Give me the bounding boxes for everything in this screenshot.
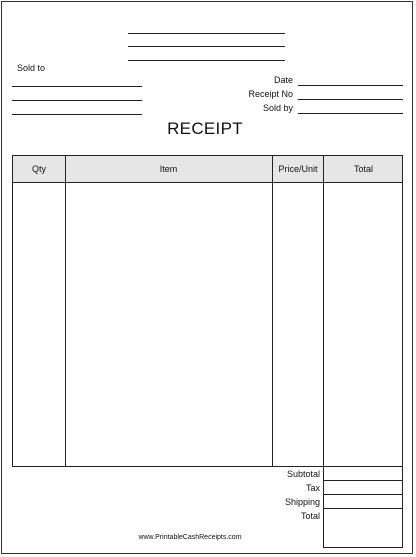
receipt-title: RECEIPT — [167, 119, 243, 138]
column-header-qty: Qty — [31, 164, 46, 174]
tax-label: Tax — [305, 483, 320, 493]
sold-to-line-3[interactable] — [12, 114, 142, 115]
company-line-3[interactable] — [128, 60, 285, 61]
column-divider-3 — [323, 156, 324, 466]
table-header — [13, 156, 402, 183]
column-divider-2 — [272, 156, 273, 466]
tax-value-cell[interactable] — [324, 481, 402, 494]
total-value-cell[interactable] — [324, 509, 402, 547]
column-divider-1 — [65, 156, 66, 466]
column-header-price-unit: Price/Unit — [278, 164, 318, 174]
sold-by-field-line[interactable] — [298, 113, 403, 114]
receipt-no-label: Receipt No — [248, 89, 293, 99]
shipping-value-cell[interactable] — [324, 495, 402, 508]
total-column-body[interactable] — [325, 183, 401, 466]
sold-to-line-1[interactable] — [12, 86, 142, 87]
total-label: Total — [300, 511, 320, 521]
company-line-2[interactable] — [128, 46, 285, 47]
sold-to-label: Sold to — [17, 63, 46, 73]
shipping-label: Shipping — [284, 497, 320, 507]
items-table — [12, 155, 403, 467]
date-label: Date — [273, 75, 293, 85]
price-unit-column-body[interactable] — [274, 183, 322, 466]
subtotal-value-cell[interactable] — [324, 467, 402, 480]
qty-column-body[interactable] — [14, 183, 64, 466]
subtotal-label: Subtotal — [286, 469, 320, 479]
item-column-body[interactable] — [67, 183, 271, 466]
sold-to-line-2[interactable] — [12, 100, 142, 101]
column-header-total: Total — [353, 164, 373, 174]
receipt-no-field-line[interactable] — [298, 99, 403, 100]
sold-by-label: Sold by — [262, 103, 293, 113]
column-header-item: Item — [159, 164, 178, 174]
company-line-1[interactable] — [128, 33, 285, 34]
date-field-line[interactable] — [298, 85, 403, 86]
footer-website: www.PrintableCashReceipts.com — [138, 534, 242, 541]
summary-box — [323, 466, 403, 548]
